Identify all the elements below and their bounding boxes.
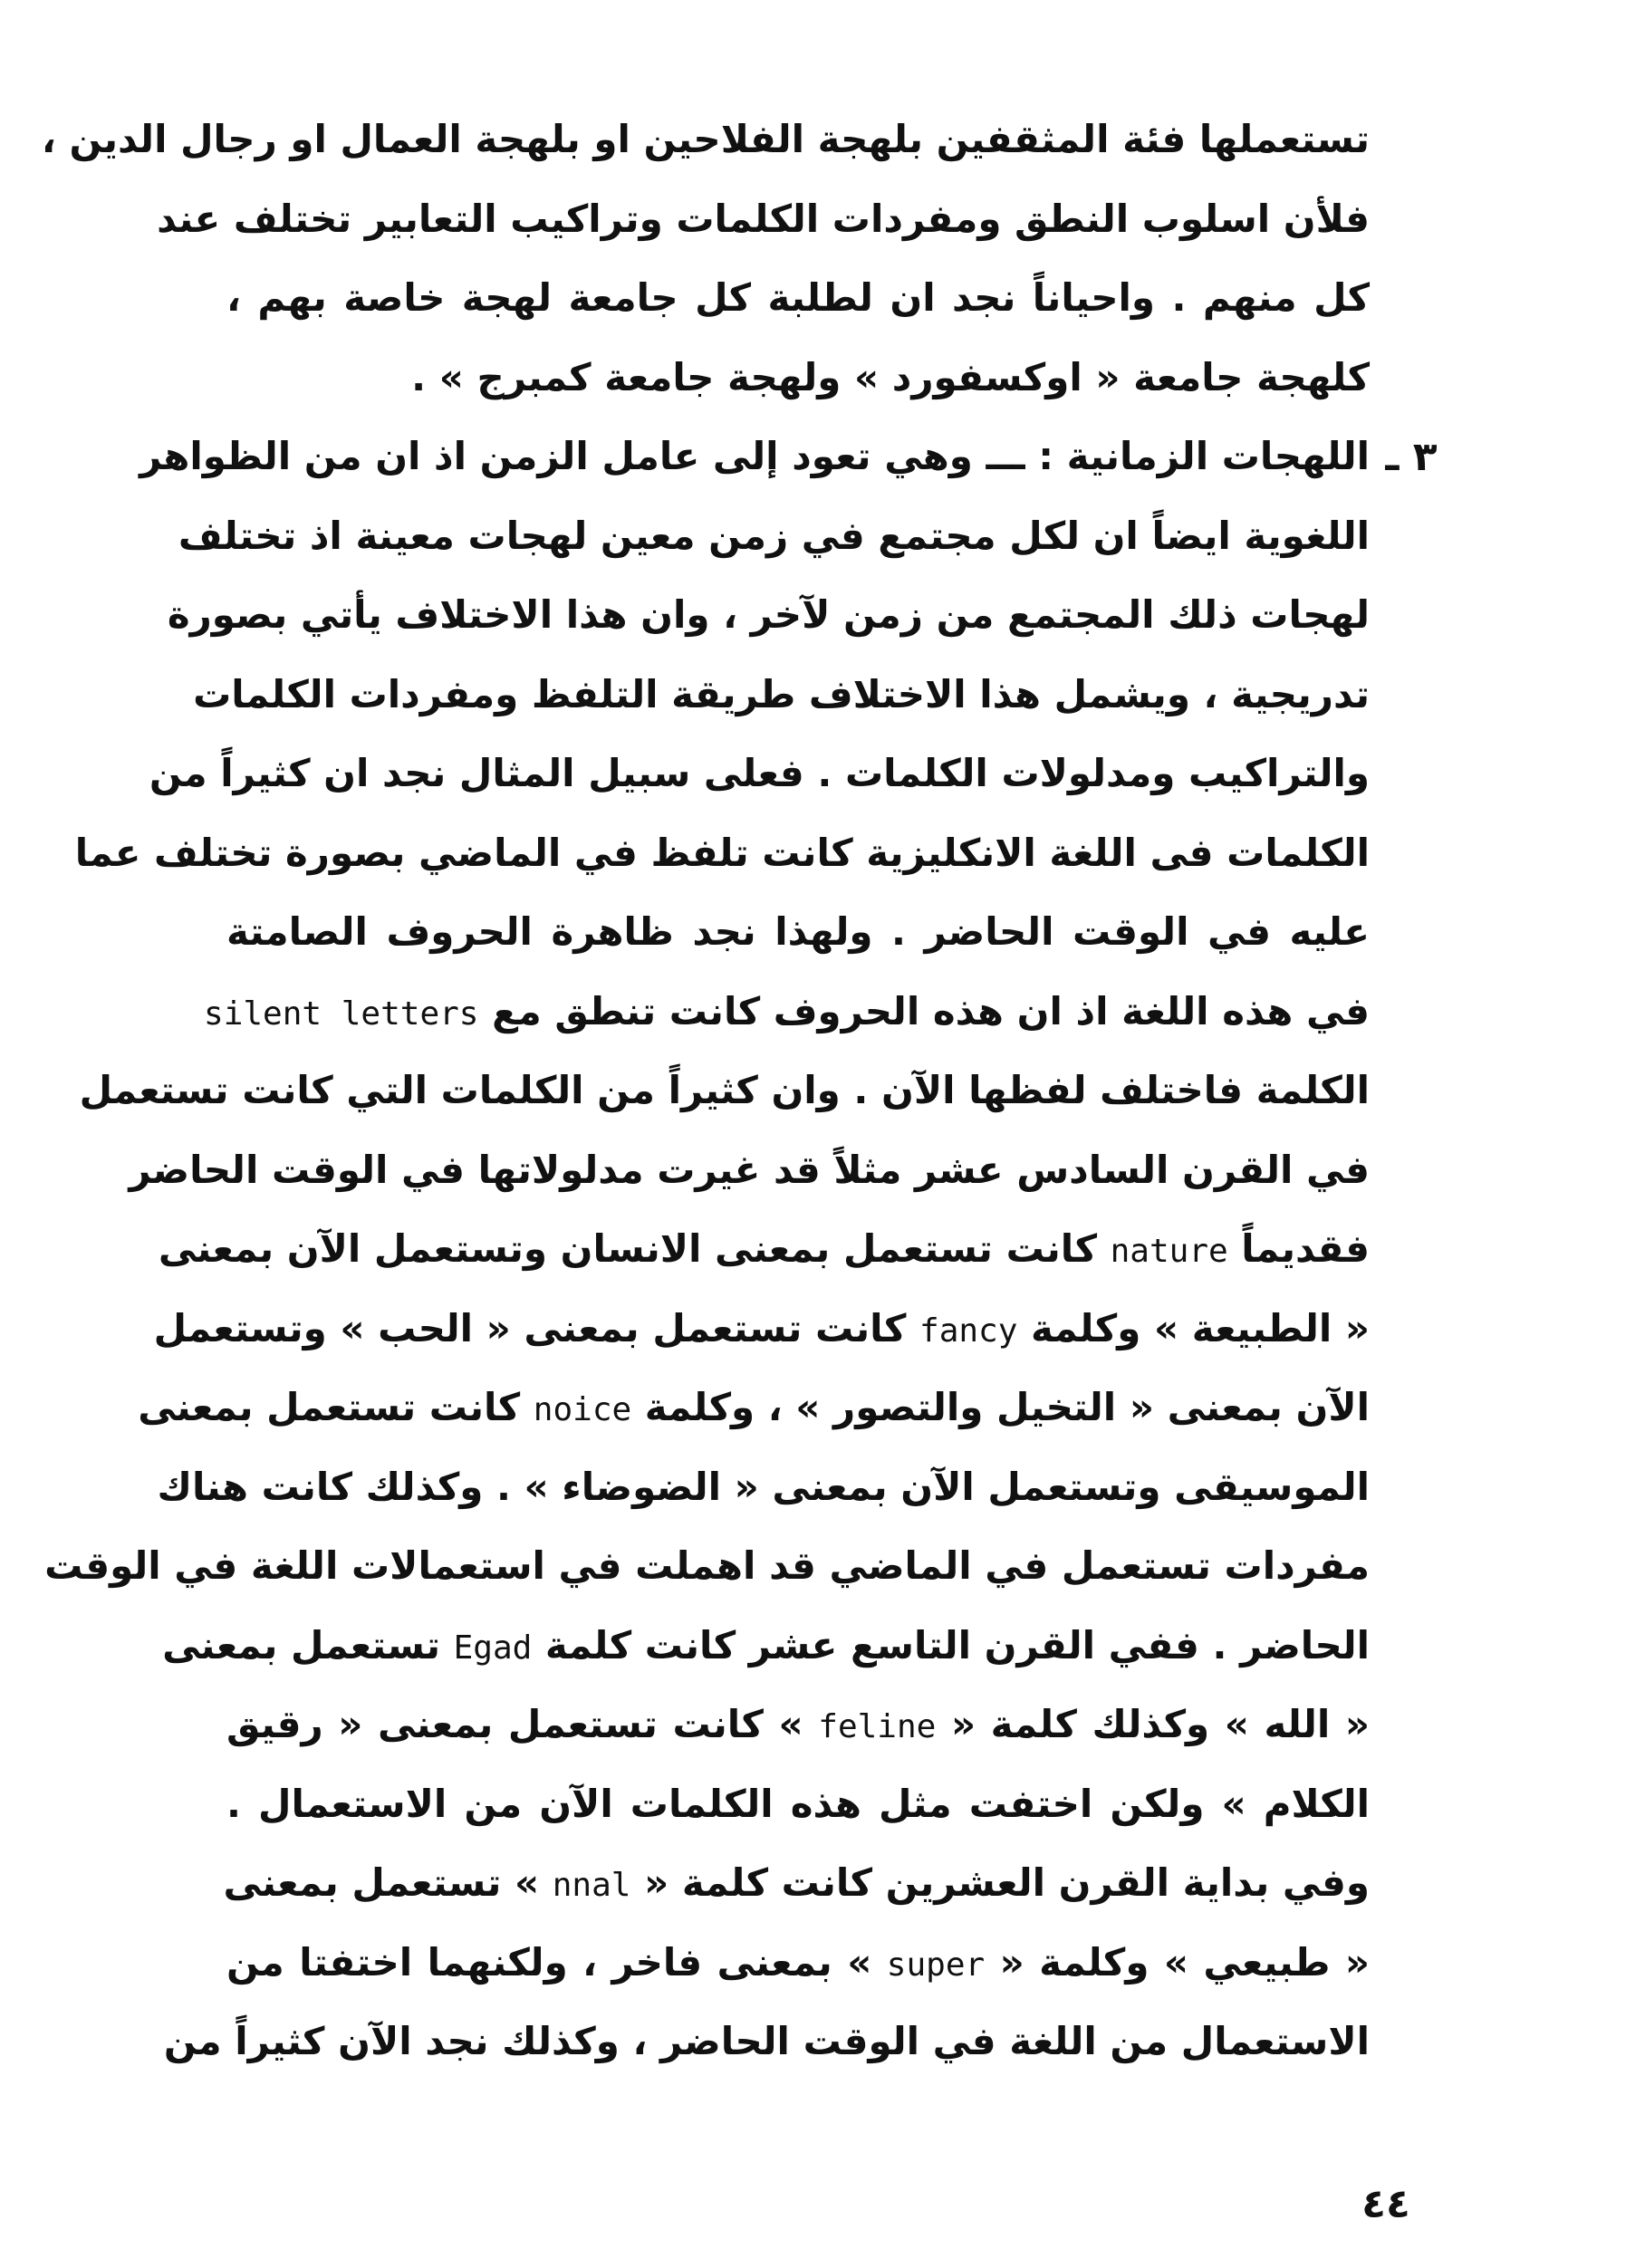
- line-segment-arabic: » كانت تستعمل بمعنى « رقيق: [226, 1702, 803, 1746]
- text-line: كل منهم . واحياناً نجد ان لطلبة كل جامعة لهجة خاصة بهم ،: [226, 275, 1370, 320]
- english-term: nnal: [552, 1867, 631, 1904]
- english-term: nature: [1110, 1233, 1228, 1270]
- text-line: اللهجات الزمانية : ـــ وهي تعود إلى عامل الزمن اذ ان من الظواهر: [139, 434, 1370, 478]
- text-line: [138, 1368, 1370, 1447]
- text-line: الكلمات فى اللغة الانكليزية كانت تلفظ في الماضي بصورة تختلف عما: [74, 830, 1370, 875]
- page-number: ٤٤: [1361, 2181, 1410, 2227]
- text-line: تستعملها فئة المثقفين بلهجة الفلاحين او بلهجة العمال او رجال الدين ،: [41, 117, 1370, 161]
- line-segment-arabic: وفي بداية القرن العشرين كانت كلمة «: [644, 1860, 1370, 1905]
- line-segment-arabic: « الله » وكذلك كلمة «: [950, 1702, 1371, 1746]
- line-segment-arabic: كانت تستعمل بمعنى: [138, 1385, 521, 1429]
- text-line: عليه في الوقت الحاضر . ولهذا نجد ظاهرة الحروف الصامتة: [226, 909, 1370, 954]
- text-line: [158, 1209, 1370, 1289]
- line-segment-arabic: الحاضر . ففي القرن التاسع عشر كانت كلمة: [544, 1622, 1370, 1667]
- english-term: fancy: [919, 1312, 1018, 1350]
- line-segment-arabic: « الطبيعة » وكلمة: [1031, 1305, 1370, 1350]
- line-segment-arabic: كانت تستعمل بمعنى « الحب » وتستعمل: [153, 1305, 907, 1350]
- text-line: مفردات تستعمل في الماضي قد اهملت في استعمالات اللغة في الوقت: [44, 1543, 1370, 1588]
- line-segment-arabic: في هذه اللغة اذ ان هذه الحروف كانت تنطق مع: [492, 988, 1370, 1033]
- text-line: في القرن السادس عشر مثلاً قد غيرت مدلولاتها في الوقت الحاضر: [129, 1147, 1370, 1192]
- line-segment-arabic: الآن بمعنى « التخيل والتصور » ، وكلمة: [644, 1385, 1370, 1429]
- english-term: super: [886, 1946, 986, 1984]
- line-segment-arabic: » تستعمل بمعنى: [223, 1860, 540, 1905]
- text-line: [226, 1685, 1370, 1764]
- text-line: الكلمة فاختلف لفظها الآن . وان كثيراً من الكلمات التي كانت تستعمل: [79, 1068, 1370, 1112]
- text-line: تدريجية ، ويشمل هذا الاختلاف طريقة التلفظ ومفردات الكلمات: [193, 671, 1370, 716]
- line-segment-arabic: تستعمل بمعنى: [162, 1622, 440, 1667]
- list-item-number: ٣ ـ: [1385, 434, 1438, 480]
- text-line: الموسيقى وتستعمل الآن بمعنى « الضوضاء » . وكذلك كانت هناك: [157, 1464, 1370, 1509]
- text-line: والتراكيب ومدلولات الكلمات . فعلى سبيل المثال نجد ان كثيراً من: [149, 751, 1370, 795]
- text-line: الاستعمال من اللغة في الوقت الحاضر ، وكذلك نجد الآن كثيراً من: [163, 2019, 1370, 2063]
- text-line: [226, 1923, 1370, 2003]
- english-term: noice: [533, 1391, 632, 1428]
- line-segment-arabic: كانت تستعمل بمعنى الانسان وتستعمل الآن بمعنى: [158, 1226, 1097, 1271]
- text-line: فلأن اسلوب النطق ومفردات الكلمات وتراكيب التعابير تختلف عند: [157, 196, 1370, 241]
- line-segment-arabic: فقديماً: [1241, 1226, 1370, 1271]
- line-segment-arabic: » بمعنى فاخر ، ولكنهما اختفتا من: [226, 1939, 872, 1985]
- text-line: الكلام » ولكن اختفت مثل هذه الكلمات الآن من الاستعمال .: [226, 1781, 1370, 1826]
- english-term: silent letters: [204, 995, 479, 1033]
- text-line: [204, 972, 1370, 1052]
- text-line: كلهجة جامعة « اوكسفورد » ولهجة جامعة كمبرج » .: [411, 354, 1370, 399]
- text-line: [162, 1606, 1370, 1686]
- text-line: لهجات ذلك المجتمع من زمن لآخر ، وان هذا الاختلاف يأتي بصورة: [167, 592, 1370, 637]
- text-line: [153, 1289, 1370, 1369]
- english-term: feline: [818, 1708, 937, 1745]
- intro-paragraph: [41, 100, 1370, 417]
- temporal-dialects-paragraph: [44, 417, 1371, 2081]
- text-line: اللغوية ايضاً ان لكل مجتمع في زمن معين لهجات معينة اذ تختلف: [178, 513, 1370, 558]
- line-segment-arabic: « طبيعي » وكلمة «: [999, 1939, 1370, 1985]
- english-term: Egad: [453, 1629, 533, 1667]
- text-line: [223, 1843, 1370, 1923]
